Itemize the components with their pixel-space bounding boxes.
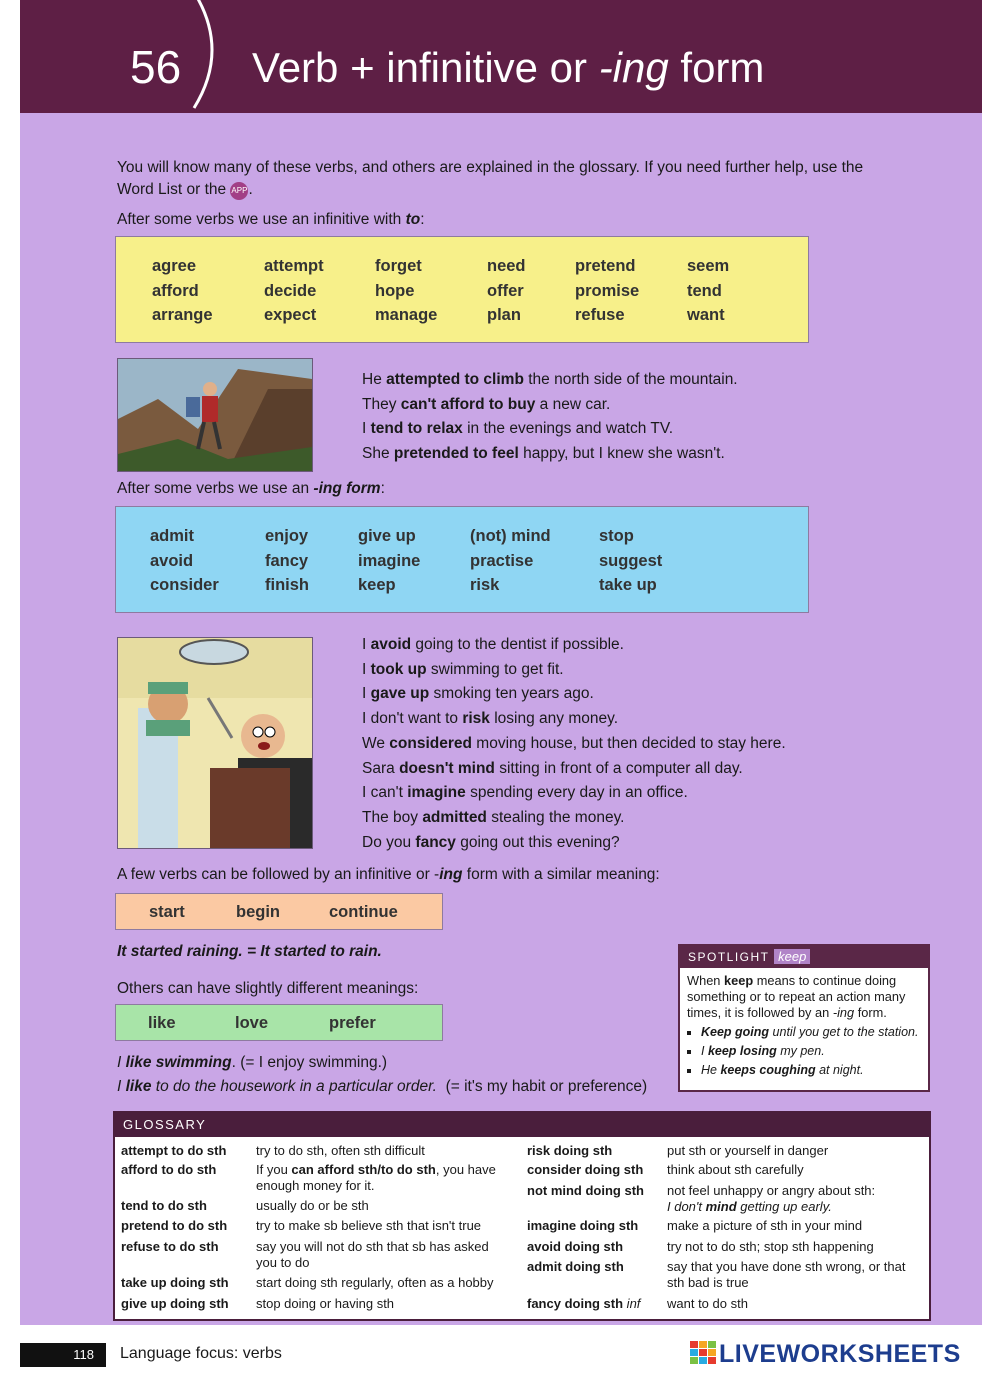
verb-item: arrange — [152, 306, 213, 324]
verb-item: imagine — [358, 551, 421, 570]
spotlight-body — [680, 968, 928, 1078]
unit-header — [20, 0, 982, 113]
glossary-term: pretend to do sth — [121, 1218, 228, 1233]
ing-col-1 — [150, 524, 219, 598]
example-sentence: He attempted to climb the north side of the mountain. — [362, 371, 738, 388]
liveworksheets-logo-icon — [690, 1341, 716, 1365]
verb-item: forget — [375, 257, 422, 275]
unit-divider-arc — [188, 0, 232, 110]
verb-item: refuse — [575, 306, 625, 324]
similar-example: It started raining. = It started to rain. — [117, 943, 382, 960]
different-example-1: I like swimming. (= I enjoy swimming.) — [117, 1054, 388, 1071]
ing-examples — [362, 633, 786, 855]
verb-item: love — [235, 1014, 269, 1032]
infinitive-col-6 — [687, 254, 729, 328]
glossary-definition: say you will not do sth that sb has asked you to do — [256, 1239, 489, 1270]
verb-item: agree — [152, 257, 197, 275]
spotlight-text: When keep means to continue doing something or to repeat an action many times, it is followed by an -ing form. — [687, 973, 906, 1020]
different-example-2: I like to do the housework in a particular order. (= it's my habit or preference) — [117, 1078, 648, 1095]
glossary-definition: try not to do sth; stop sth happening — [667, 1239, 874, 1254]
verb-item: seem — [687, 257, 730, 275]
spotlight-bullet: ▪ He keeps coughing at night. — [701, 1062, 920, 1078]
verb-item: take up — [599, 576, 657, 594]
example-sentence: She pretended to feel happy, but I knew she wasn't. — [362, 445, 725, 463]
verb-item: finish — [265, 576, 309, 594]
verb-item: give up — [358, 527, 416, 545]
verb-item: continue — [329, 903, 398, 921]
spotlight-header: SPOTLIGHT keep — [680, 946, 928, 968]
example-sentence: Sara doesn't mind sitting in front of a computer all day. — [362, 759, 743, 777]
ing-col-5 — [599, 524, 662, 598]
infinitive-examples — [362, 368, 738, 467]
verb-item: hope — [375, 281, 415, 300]
example-sentence: I can't imagine spending every day in an office. — [362, 784, 688, 802]
glossary-title: GLOSSARY — [115, 1113, 929, 1137]
verb-item: want — [687, 306, 725, 324]
glossary-term: refuse to do sth — [121, 1239, 219, 1254]
glossary-definition: say that you have done sth wrong, or that sth bad is true — [667, 1259, 906, 1290]
verb-item: decide — [264, 281, 317, 300]
glossary-term: attempt to do sth — [121, 1143, 227, 1158]
glossary-term: admit doing sth — [527, 1259, 624, 1274]
verb-item: start — [149, 903, 185, 921]
infinitive-col-1 — [152, 254, 213, 328]
verb-item: pretend — [575, 257, 636, 275]
glossary-definition: not feel unhappy or angry about sth: I don't mind getting up early. — [667, 1183, 876, 1214]
similar-lead: A few verbs can be followed by an infinitive or -ing form with a similar meaning: — [117, 866, 660, 883]
verb-item: enjoy — [265, 527, 309, 545]
intro-line-1: You will know many of these verbs, and others are explained in the glossary. If you need further help, use the — [117, 159, 864, 176]
example-sentence: I don't want to risk losing any money. — [362, 710, 619, 728]
verb-item: afford — [152, 281, 199, 300]
verb-item: promise — [575, 281, 640, 300]
glossary-definition: want to do sth — [667, 1296, 748, 1311]
ing-col-2 — [265, 524, 309, 598]
infinitive-col-5 — [575, 254, 639, 328]
glossary-term: fancy doing sth inf — [527, 1296, 641, 1311]
verb-item: consider — [150, 576, 219, 594]
example-sentence: The boy admitted stealing the money. — [362, 808, 625, 826]
intro-line-2: Word List or the APP. — [117, 181, 253, 198]
ing-verbs-box — [115, 506, 809, 613]
example-sentence: I took up swimming to get fit. — [362, 660, 564, 678]
unit-number: 56 — [130, 41, 182, 93]
glossary-term: avoid doing sth — [527, 1239, 624, 1254]
dentist-illustration — [117, 637, 313, 849]
spotlight-box — [678, 944, 930, 1092]
infinitive-verbs-box — [115, 236, 809, 343]
verb-item: suggest — [599, 551, 663, 570]
page-number: 118 — [20, 1343, 106, 1367]
verb-item: need — [487, 257, 526, 275]
different-verbs-box — [115, 1004, 443, 1041]
glossary-definition: try to do sth, often sth difficult — [256, 1143, 425, 1158]
different-lead: Others can have slightly different meanings: — [117, 980, 419, 997]
verb-item: admit — [150, 527, 195, 545]
ing-col-4 — [470, 524, 551, 598]
example-sentence: Do you fancy going out this evening? — [362, 833, 620, 851]
verb-item: attempt — [264, 257, 324, 275]
verb-item: begin — [236, 903, 280, 921]
mountain-climber-illustration — [117, 358, 313, 472]
infinitive-col-3 — [375, 254, 437, 328]
glossary-term: consider doing sth — [527, 1162, 644, 1177]
glossary-term: afford to do sth — [121, 1162, 217, 1177]
spotlight-bullet: ▪ I keep losing my pen. — [701, 1043, 920, 1059]
spotlight-bullets — [687, 1024, 920, 1078]
brand-watermark: LIVEWORKSHEETS — [690, 1340, 961, 1369]
glossary-term: not mind doing sth — [527, 1183, 644, 1198]
glossary-definition: stop doing or having sth — [256, 1296, 395, 1311]
infinitive-lead: After some verbs we use an infinitive with to: — [117, 211, 425, 228]
example-sentence: I gave up smoking ten years ago. — [362, 685, 594, 703]
similar-verbs-box — [115, 893, 443, 930]
spotlight-bullet: ▪ Keep going until you get to the station. — [701, 1024, 920, 1040]
glossary-definition: usually do or be sth — [256, 1198, 369, 1213]
glossary-term: imagine doing sth — [527, 1218, 639, 1233]
verb-item: avoid — [150, 551, 194, 570]
verb-item: manage — [375, 306, 438, 324]
ing-col-3 — [358, 524, 420, 598]
verb-item: expect — [264, 306, 317, 324]
verb-item: plan — [487, 306, 521, 324]
glossary-term: give up doing sth — [121, 1296, 229, 1311]
ing-lead: After some verbs we use an -ing form: — [117, 480, 385, 497]
verb-item: practise — [470, 551, 534, 570]
example-sentence: They can't afford to buy a new car. — [362, 395, 611, 413]
verb-item: like — [148, 1014, 176, 1032]
verb-item: prefer — [329, 1014, 376, 1032]
glossary-definition: start doing sth regularly, often as a hobby — [256, 1275, 494, 1290]
app-icon: APP — [230, 182, 248, 200]
verb-item: stop — [599, 527, 634, 545]
glossary-definition: make a picture of sth in your mind — [667, 1218, 863, 1233]
example-sentence: We considered moving house, but then decided to stay here. — [362, 734, 786, 752]
verb-item: (not) mind — [470, 527, 551, 545]
glossary-definition: think about sth carefully — [667, 1162, 804, 1177]
verb-item: keep — [358, 576, 396, 594]
example-sentence: I avoid going to the dentist if possible. — [362, 636, 624, 653]
glossary-term: tend to do sth — [121, 1198, 207, 1213]
footer-label: Language focus: verbs — [120, 1345, 282, 1362]
glossary-definition: put sth or yourself in danger — [667, 1143, 829, 1158]
glossary-term: risk doing sth — [527, 1143, 613, 1158]
glossary-definition: If you can afford sth/to do sth, you have enough money for it. — [256, 1162, 496, 1193]
unit-title: Verb + infinitive or -ing form — [252, 44, 765, 91]
verb-item: tend — [687, 281, 722, 300]
glossary-term: take up doing sth — [121, 1275, 229, 1290]
verb-item: risk — [470, 576, 500, 594]
glossary-definition: try to make sb believe sth that isn't true — [256, 1218, 482, 1233]
example-sentence: I tend to relax in the evenings and watch TV. — [362, 420, 674, 438]
verb-item: offer — [487, 281, 524, 300]
verb-item: fancy — [265, 551, 309, 570]
infinitive-col-2 — [264, 254, 324, 328]
infinitive-col-4 — [487, 254, 526, 328]
